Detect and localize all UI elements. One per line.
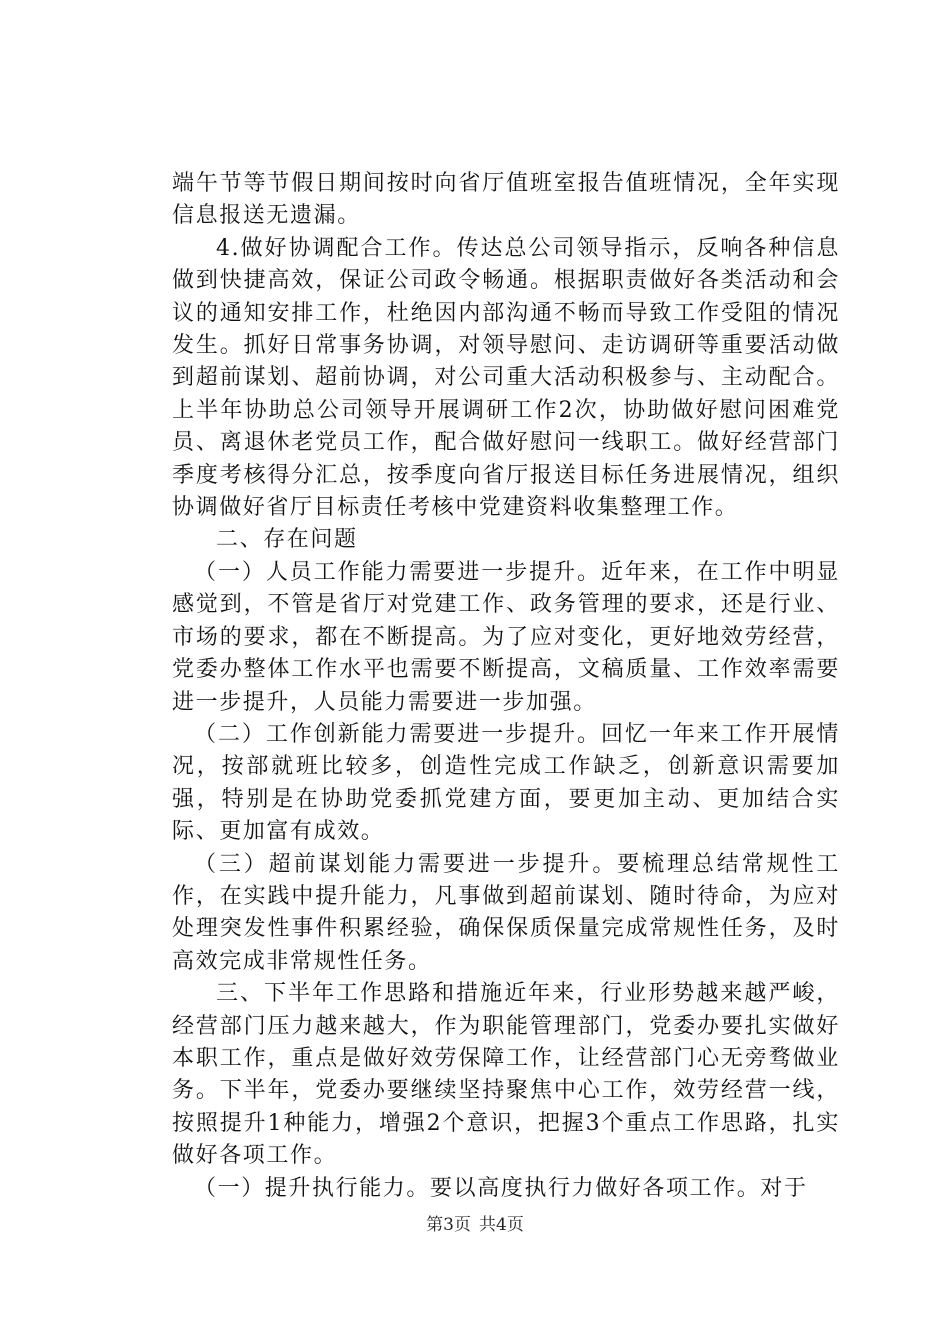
page-footer	[0, 1214, 950, 1236]
paragraph-item-4: 4.做好协调配合工作。传达总公司领导指示，反响各种信息做到快捷高效，保证公司政令畅通。根据职责做好各类活动和会议的通知安排工作，杜绝因内部沟通不畅而导致工作受阻的情况发生。抓好日常事务协调，对领导慰问、走访调研等重要活动做到超前谋划、超前协调，对公司重大活动积极参与、主动配合。上半年协助总公司领导开展调研工作2次，协助做好慰问困难党员、离退休老党员工作，配合做好慰问一线职工。做好经营部门季度考核得分汇总，按季度向省厅报送目标任务进展情况，组织协调做好省厅目标责任考核中党建资料收集整理工作。	[172, 235, 840, 521]
page-total: 共4页	[479, 1215, 524, 1235]
section-heading-plans: 三、下半年工作思路和措施近年来，行业形势越来越严峻，经营部门压力越来越大，作为职能管理部门，党委办要扎实做好本职工作，重点是做好效劳保障工作，让经营部门心无旁骛做业务。下半年，党委办要继续坚持聚焦中心工作，效劳经营一线，按照提升1种能力，增强2个意识，把握3个重点工作思路，扎实做好各项工作。	[172, 981, 840, 1169]
section-heading-problems: 二、存在问题	[216, 527, 358, 553]
paragraph-measure-1: （一）提升执行能力。要以高度执行力做好各项工作。对于	[194, 1175, 808, 1201]
paragraph-problem-3: （三）超前谋划能力需要进一步提升。要梳理总结常规性工作，在实践中提升能力，凡事做到超前谋划、随时待命，为应对处理突发性事件积累经验，确保保质保量完成常规性任务，及时高效完成非常规性任务。	[172, 851, 840, 974]
paragraph-problem-1: （一）人员工作能力需要进一步提升。近年来，在工作中明显感觉到，不管是省厅对党建工作、政务管理的要求，还是行业、市场的要求，都在不断提高。为了应对变化，更好地效劳经营，党委办整体工作水平也需要不断提高，文稿质量、工作效率需要进一步提升，人员能力需要进一步加强。	[172, 559, 840, 715]
paragraph-problem-2: （二）工作创新能力需要进一步提升。回忆一年来工作开展情况，按部就班比较多，创造性完成工作缺乏，创新意识需要加强，特别是在协助党委抓党建方面，要更加主动、更加结合实际、更加富有成效。	[172, 721, 840, 845]
page-number: 第3页	[426, 1215, 471, 1235]
paragraph-continued: 端午节等节假日期间按时向省厅值班室报告值班情况，全年实现信息报送无遗漏。	[172, 171, 840, 229]
document-body	[172, 168, 840, 1205]
